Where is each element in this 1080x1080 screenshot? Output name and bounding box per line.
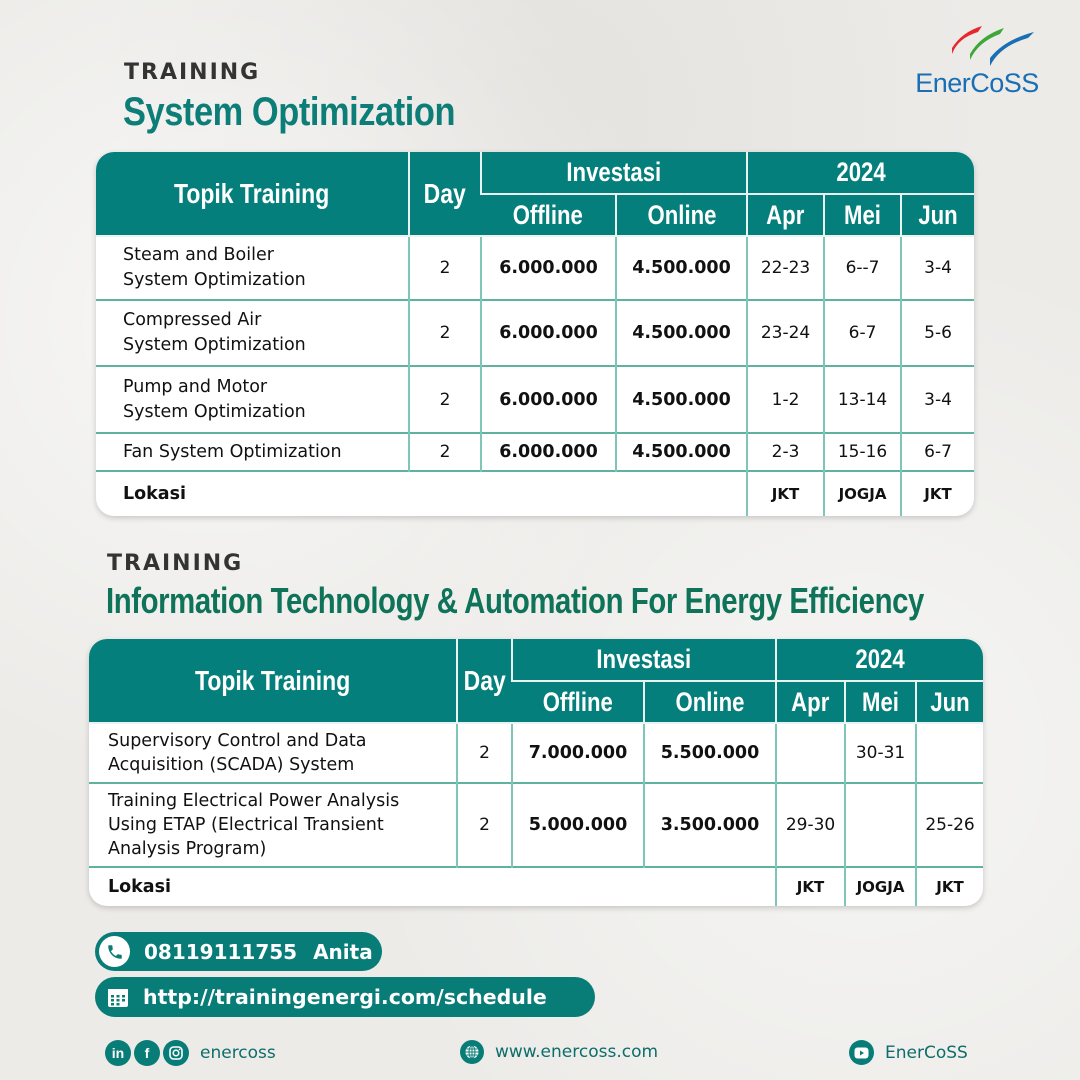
globe-icon [460,1040,484,1064]
day-cell: 2 [409,433,481,471]
header-day: Day [409,152,481,236]
online-price-cell: 3.500.000 [644,783,776,867]
jun-date-cell: 6-7 [901,433,974,471]
schedule-url-pill[interactable] [95,977,595,1017]
youtube-channel[interactable]: EnerCoSS [885,1042,968,1063]
website-link[interactable] [460,1040,658,1064]
location-apr: JKT [747,471,824,516]
table-row [96,300,974,366]
topic-cell: Training Electrical Power Analysis Using ETAP (Electrical Transient Analysis Program) [89,783,457,867]
header-investasi: Investasi [512,639,776,681]
phone-icon [99,936,130,967]
table-row [89,783,983,867]
header-month-jun: Jun [901,194,974,236]
table-row [89,723,983,783]
apr-date-cell: 1-2 [747,366,824,433]
section1-title: System Optimization [123,90,456,134]
system-optimization-table [96,152,974,516]
online-price-cell: 4.500.000 [616,366,747,433]
location-label: Lokasi [89,867,776,906]
online-price-cell: 5.500.000 [644,723,776,783]
youtube-icon [849,1040,874,1065]
header-investasi: Investasi [481,152,747,194]
online-price-cell: 4.500.000 [616,236,747,300]
day-cell: 2 [457,783,512,867]
header-offline: Offline [481,194,616,236]
offline-price-cell: 6.000.000 [481,366,616,433]
location-row [96,471,974,516]
jun-date-cell: 3-4 [901,236,974,300]
location-apr: JKT [776,867,845,906]
offline-price-cell: 6.000.000 [481,433,616,471]
jun-date-cell: 25-26 [916,783,983,867]
header-year: 2024 [776,639,983,681]
location-jun: JKT [901,471,974,516]
location-mei: JOGJA [845,867,916,906]
mei-date-cell: 15-16 [824,433,901,471]
phone-number: 08119111755 [144,939,298,964]
header-month-apr: Apr [747,194,824,236]
mei-date-cell: 6--7 [824,236,901,300]
topic-cell: Compressed Air System Optimization [96,300,409,366]
jun-date-cell: 5-6 [901,300,974,366]
day-cell: 2 [409,300,481,366]
online-price-cell: 4.500.000 [616,300,747,366]
header-topic: Topik Training [96,152,409,236]
jun-date-cell: 3-4 [901,366,974,433]
mei-date-cell [845,783,916,867]
mei-date-cell: 6-7 [824,300,901,366]
offline-price-cell: 5.000.000 [512,783,644,867]
header-online: Online [644,681,776,723]
header-month-mei: Mei [845,681,916,723]
linkedin-icon[interactable]: in [105,1040,131,1066]
header-day: Day [457,639,512,723]
location-mei: JOGJA [824,471,901,516]
topic-cell: Supervisory Control and Data Acquisition (SCADA) System [89,723,457,783]
header-topic: Topik Training [89,639,457,723]
instagram-icon[interactable] [163,1040,189,1066]
apr-date-cell: 22-23 [747,236,824,300]
section1-kicker: TRAINING [124,60,261,85]
table-row [96,236,974,300]
apr-date-cell [776,723,845,783]
table-row [96,433,974,471]
apr-date-cell: 2-3 [747,433,824,471]
topic-cell: Pump and Motor System Optimization [96,366,409,433]
logo-stripes-icon [948,24,1038,66]
offline-price-cell: 6.000.000 [481,236,616,300]
day-cell: 2 [409,236,481,300]
location-row [89,867,983,906]
apr-date-cell: 29-30 [776,783,845,867]
calendar-icon [107,986,129,1008]
table-row [96,366,974,433]
section2-kicker: TRAINING [107,551,244,576]
contact-name: Anita [313,939,373,964]
youtube-link[interactable] [849,1040,968,1065]
location-jun: JKT [916,867,983,906]
facebook-icon[interactable]: f [134,1040,160,1066]
jun-date-cell [916,723,983,783]
phone-contact-pill[interactable] [95,932,382,971]
apr-date-cell: 23-24 [747,300,824,366]
mei-date-cell: 13-14 [824,366,901,433]
offline-price-cell: 7.000.000 [512,723,644,783]
offline-price-cell: 6.000.000 [481,300,616,366]
it-automation-table [89,639,983,906]
online-price-cell: 4.500.000 [616,433,747,471]
header-month-jun: Jun [916,681,983,723]
header-month-mei: Mei [824,194,901,236]
social-handle[interactable]: enercoss [200,1043,276,1063]
schedule-url-link[interactable]: http://trainingenergi.com/schedule [143,985,547,1009]
social-links [105,1040,276,1066]
logo-text: EnerCoSS [915,68,1039,98]
website-url[interactable]: www.enercoss.com [495,1042,659,1062]
topic-cell: Fan System Optimization [96,433,409,471]
header-online: Online [616,194,747,236]
location-label: Lokasi [96,471,747,516]
header-offline: Offline [512,681,644,723]
header-month-apr: Apr [776,681,845,723]
mei-date-cell: 30-31 [845,723,916,783]
day-cell: 2 [457,723,512,783]
enercoss-logo [912,24,1042,104]
day-cell: 2 [409,366,481,433]
topic-cell: Steam and Boiler System Optimization [96,236,409,300]
section2-title: Information Technology & Automation For Energy Efficiency [106,580,924,621]
header-year: 2024 [747,152,974,194]
